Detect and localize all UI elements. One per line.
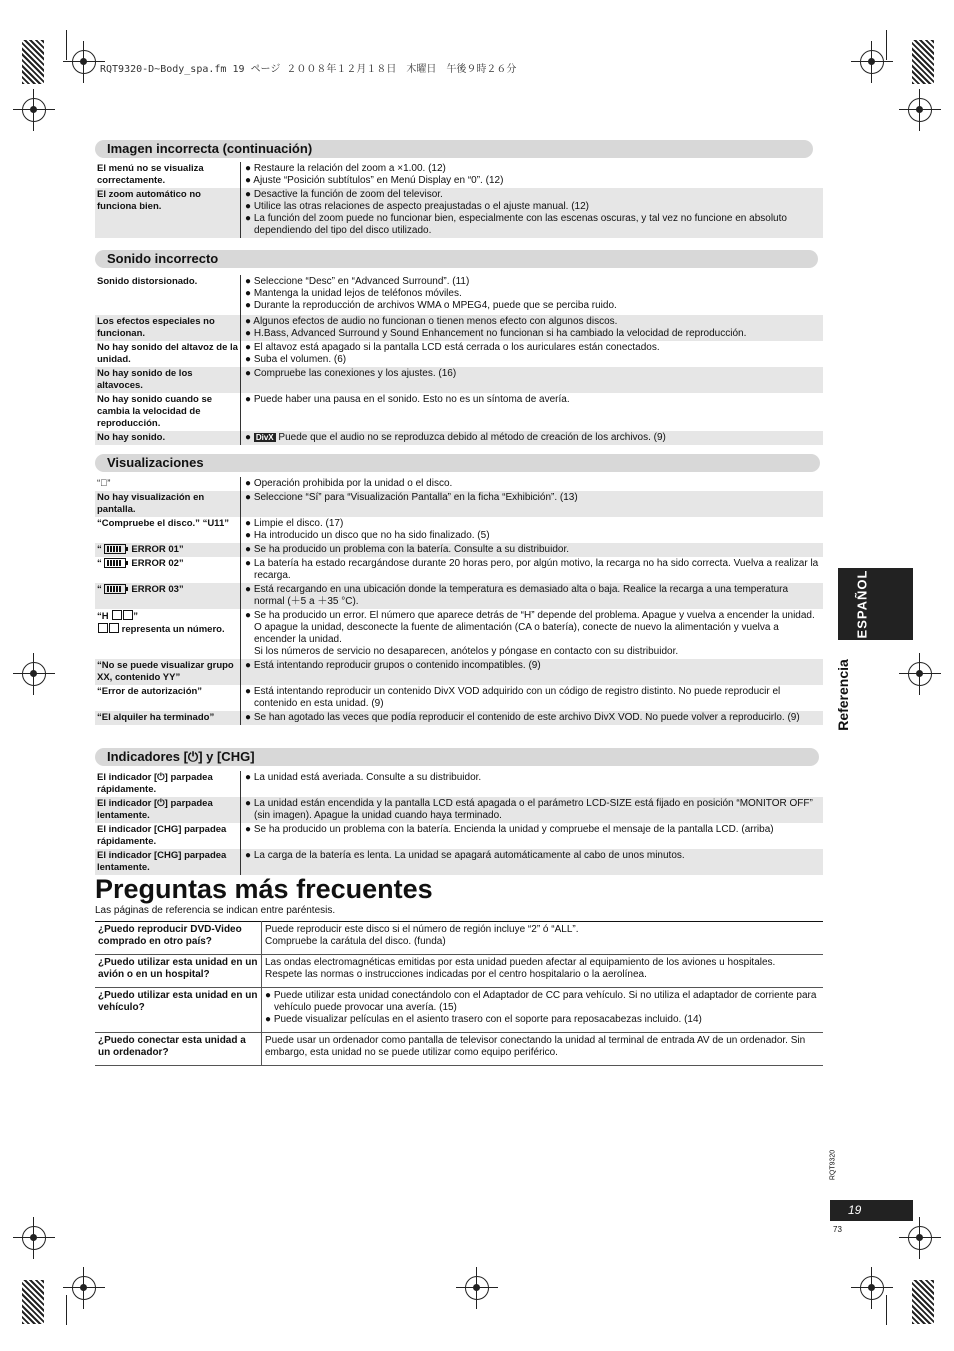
solution-cell: ● Está intentando reproducir un contenido DivX VOD adquirido con un código de registro distinto. No puede reproducir el contenido en esta unidad. (9) — [245, 686, 781, 709]
solution-cell: ● El altavoz está apagado si la pantalla LCD está cerrada o los auriculares están conectados. ● Suba el volumen. (6) — [245, 342, 660, 365]
table-row — [95, 188, 823, 238]
table-row — [95, 431, 823, 445]
problem-label: No hay sonido del altavoz de la unidad. — [95, 341, 241, 367]
table-row — [95, 367, 823, 393]
table-row — [95, 659, 823, 685]
table-row — [95, 685, 823, 711]
section-title-sonido: Sonido incorrecto — [95, 250, 818, 268]
solution-cell: ● Se ha producido un problema con la batería. Encienda la unidad y compruebe el mensaje de la pantalla LCD. (arriba) — [245, 824, 774, 835]
language-tab — [838, 568, 913, 640]
table-row — [95, 393, 823, 431]
problem-label: “Error de autorización” — [95, 685, 241, 711]
table-row — [95, 557, 823, 583]
solution-cell: ● Seleccione “Desc” en “Advanced Surround”. (11) ● Mantenga la unidad lejos de teléfonos móviles. ● Durante la reproducción de archivos WMA o MPEG4, puede que se perciba ruido. — [245, 276, 617, 311]
problem-label: “El alquiler ha terminado” — [95, 711, 241, 725]
page-number: 19 — [830, 1200, 913, 1221]
table-row — [95, 797, 823, 823]
problem-label: “ ERROR 02” — [95, 557, 241, 583]
faq-table — [95, 921, 823, 1066]
registration-mark — [22, 662, 46, 686]
digit-box-icon — [98, 623, 108, 633]
digit-box-icon — [123, 610, 133, 620]
section-label-referencia: Referencia — [835, 659, 851, 731]
faq-title: Preguntas más frecuentes — [95, 874, 433, 904]
registration-mark — [908, 662, 932, 686]
faq-answer: Puede usar un ordenador como pantalla de televisor conectando la unidad al terminal de entrada AV de un ordenador. Sin embargo, esta unidad no se puede utilizar como equipo periférico. — [262, 1033, 824, 1066]
solution-cell: ● Seleccione “Sí” para “Visualización Pantalla” en la ficha “Exhibición”. (13) — [241, 491, 824, 517]
faq-subtitle: Las páginas de referencia se indican entre paréntesis. — [95, 905, 336, 916]
digit-box-icon — [109, 623, 119, 633]
problem-label: “ ERROR 03” — [95, 583, 241, 609]
solution-cell: ● Se ha producido un problema con la batería. Consulte a su distribuidor. — [241, 543, 824, 557]
problem-label: “⃠” — [95, 477, 241, 491]
faq-question: ¿Puedo reproducir DVD-Video comprado en otro país? — [95, 922, 262, 955]
solution-cell: ● DivX Puede que el audio no se reproduzca debido al método de creación de los archivos. (9) — [241, 431, 824, 445]
problem-label: El indicador [CHG] parpadea rápidamente. — [95, 823, 241, 849]
table-row — [95, 162, 823, 188]
solution-cell: ● La unidad están encendida y la pantalla LCD está apagada o el parámetro LCD-SIZE está fijado en posición “MONITOR OFF” (sin imagen). Apague la unidad cuando haya terminado. — [241, 797, 824, 823]
table-row — [95, 988, 823, 1033]
registration-mark — [22, 98, 46, 122]
solution-cell: ● La batería ha estado recargándose durante 20 horas pero, por algún motivo, la recarga no ha sido correcta. Vuelva a realizar la recarga. — [245, 558, 819, 581]
table-sonido — [95, 275, 823, 445]
problem-label: El menú no se visualiza correctamente. — [95, 162, 241, 188]
solution-cell: ● La carga de la batería es lenta. La unidad se apagará automáticamente al cabo de unos minutos. — [241, 849, 824, 875]
section-title-indicadores: Indicadores [⏻] y [CHG] — [95, 748, 819, 766]
table-row — [95, 711, 823, 725]
problem-label: “H ” representa un número. — [95, 609, 241, 659]
problem-label: El indicador [⏻] parpadea lentamente. — [95, 797, 241, 823]
registration-mark — [860, 50, 884, 74]
solution-cell: ● Limpie el disco. (17) ● Ha introducido un disco que no ha sido finalizado. (5) — [245, 518, 490, 541]
solution-cell: ● Operación prohibida por la unidad o el disco. — [245, 478, 453, 489]
registration-mark — [465, 1276, 489, 1300]
table-row — [95, 583, 823, 609]
digit-box-icon — [112, 610, 122, 620]
color-bar-mark — [912, 40, 934, 84]
problem-label: El indicador [⏻] parpadea rápidamente. — [95, 771, 241, 797]
table-row — [95, 771, 823, 797]
problem-label: El indicador [CHG] parpadea lentamente. — [95, 849, 241, 875]
solution-cell: ● Está intentando reproducir grupos o contenido incompatibles. (9) — [241, 659, 824, 685]
table-row — [95, 315, 823, 341]
solution-cell: ● Restaure la relación del zoom a ×1.00. (12) ● Ajuste “Posición subtítulos” en Menú Display en “0”. (12) — [245, 163, 504, 186]
problem-label: “ ERROR 01” — [95, 543, 241, 557]
section-title-imagen: Imagen incorrecta (continuación) — [95, 140, 813, 158]
solution-cell: ● Desactive la función de zoom del televisor. ● Utilice las otras relaciones de aspecto preajustadas o el ajuste manual. (12) ● La función del zoom puede no funcionar bien, especialmente con las escenas oscuras, y tal vez no funcione en absoluto dependiendo del tipo del disco utilizado. — [241, 188, 824, 238]
table-row — [95, 922, 823, 955]
language-label: ESPAÑOL — [854, 569, 870, 639]
table-row — [95, 955, 823, 988]
divx-badge: DivX — [255, 433, 274, 442]
color-bar-mark — [912, 1280, 934, 1324]
table-row — [95, 609, 823, 659]
table-row — [95, 477, 823, 491]
table-row — [95, 1033, 823, 1066]
table-row — [95, 491, 823, 517]
faq-answer: Puede reproducir este disco si el número de región incluye “2” ó “ALL”. Compruebe la carátula del disco. (funda) — [262, 922, 824, 955]
problem-label: “No se puede visualizar grupo XX, contenido YY” — [95, 659, 241, 685]
table-row — [95, 543, 823, 557]
problem-label: El zoom automático no funciona bien. — [95, 188, 241, 238]
solution-cell: ● Algunos efectos de audio no funcionan o tienen menos efecto con algunos discos. ● H.Bass, Advanced Surround y Sound Enhancement no funcionan si ha cambiado la velocidad de reproducción. — [241, 315, 824, 341]
battery-icon — [104, 558, 126, 568]
table-indicadores — [95, 771, 823, 875]
solution-cell: ● Puede haber una pausa en el sonido. Esto no es un síntoma de avería. — [245, 394, 570, 405]
problem-label: “Compruebe el disco.” “U11” — [95, 517, 241, 543]
faq-question: ¿Puedo conectar esta unidad a un ordenador? — [95, 1033, 262, 1066]
faq-answer: ● Puede utilizar esta unidad conectándolo con el Adaptador de CC para vehículo. Si no utiliza el adaptador de corriente para vehículo puede provocar una avería. (15) ● Puede visualizar películas en el asiento trasero con el soporte para reposacabezas incluido. (14) — [262, 988, 824, 1033]
registration-mark — [72, 1276, 96, 1300]
problem-label: No hay sonido de los altavoces. — [95, 367, 241, 393]
table-row — [95, 517, 823, 543]
crop-mark — [886, 30, 887, 60]
problem-label: Sonido distorsionado. — [95, 275, 241, 315]
solution-cell: ● Se han agotado las veces que podía reproducir el contenido de este archivo DivX VOD. No puede volver a reproducirlo. (9) — [241, 711, 824, 725]
table-row — [95, 341, 823, 367]
problem-label: No hay sonido cuando se cambia la velocidad de reproducción. — [95, 393, 241, 431]
problem-label: Los efectos especiales no funcionan. — [95, 315, 241, 341]
battery-icon — [104, 584, 126, 594]
table-row — [95, 823, 823, 849]
problem-label: No hay visualización en pantalla. — [95, 491, 241, 517]
faq-answer: Las ondas electromagnéticas emitidas por esta unidad pueden afectar al equipamiento de los aviones u hospitales. Respete las normas o instrucciones indicadas por el centro hospitalario o la aerolínea. — [262, 955, 824, 988]
table-imagen — [95, 162, 823, 238]
table-visualizaciones — [95, 477, 823, 725]
faq-question: ¿Puedo utilizar esta unidad en un vehículo? — [95, 988, 262, 1033]
model-code: RQT9320 — [829, 1149, 837, 1181]
faq-question: ¿Puedo utilizar esta unidad en un avión o en un hospital? — [95, 955, 262, 988]
registration-mark — [908, 98, 932, 122]
table-row — [95, 275, 823, 315]
registration-mark — [22, 1226, 46, 1250]
table-row — [95, 849, 823, 875]
solution-cell: ● La unidad está averiada. Consulte a su distribuidor. — [245, 772, 482, 783]
battery-icon — [104, 544, 126, 554]
crop-mark — [886, 1295, 887, 1325]
solution-cell: ● Compruebe las conexiones y los ajustes. (16) — [241, 367, 824, 393]
registration-mark — [72, 50, 96, 74]
section-title-visualizaciones: Visualizaciones — [95, 454, 820, 472]
solution-cell: ● Está recargando en una ubicación donde la temperatura es demasiado alta o baja. Realice la recarga a una temperatura normal (＋5 a ＋35 °C). — [241, 583, 824, 609]
file-header-line: RQT9320-D~Body_spa.fm 19 ページ ２００８年１２月１８日 木曜日 午後９時２６分 — [100, 64, 517, 75]
solution-cell: ● Se ha producido un error. El número que aparece detrás de “H” depende del problema. Apague y vuelva a encender la unidad. O apague la unidad, desconecte la fuente de alimentación (CA o batería), conecte de nuevo la alimentación y vuelva a encender la unidad. Si los números de servicio no desaparecen, anótelos y póngase en contacto con su distribuidor. — [245, 610, 815, 657]
crop-mark — [66, 1295, 67, 1325]
page-number-small: 73 — [833, 1225, 842, 1234]
crop-mark — [66, 30, 67, 60]
registration-mark — [908, 1226, 932, 1250]
color-bar-mark — [22, 40, 44, 84]
problem-label: No hay sonido. — [95, 431, 241, 445]
color-bar-mark — [22, 1280, 44, 1324]
registration-mark — [860, 1276, 884, 1300]
